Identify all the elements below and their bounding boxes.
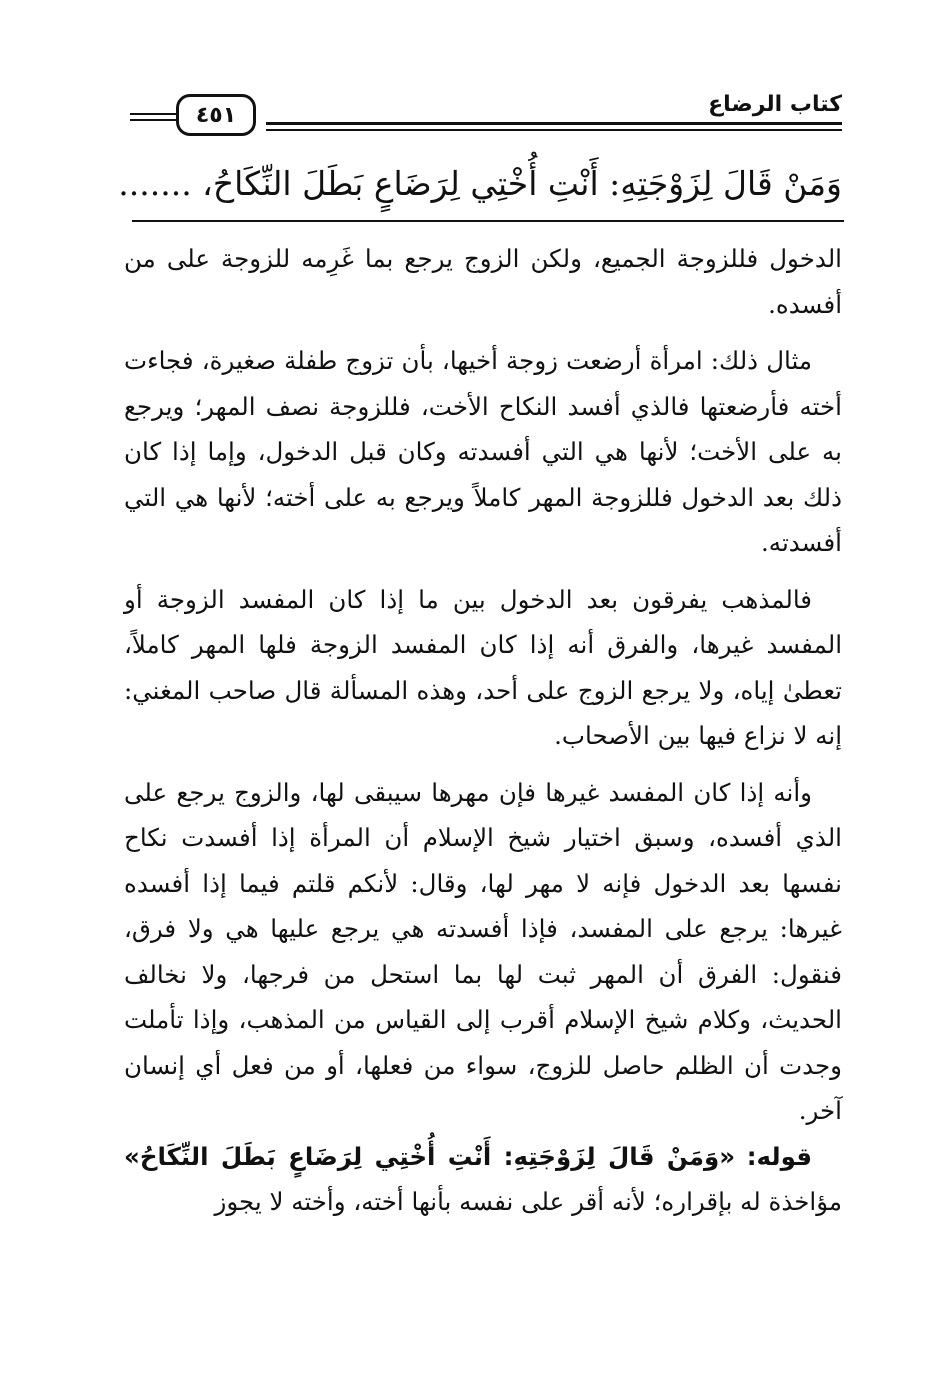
paragraph: الدخول فللزوجة الجميع، ولكن الزوج يرجع بما غَرِمه للزوجة على من أفسده. <box>124 244 842 319</box>
header-rule <box>130 113 176 115</box>
header-rule <box>266 122 842 125</box>
qawl-commentary: مؤاخذة له بإقراره؛ لأنه أقر على نفسه بأنها أخته، وأخته لا يجوز <box>214 1187 842 1216</box>
paragraph: وأنه إذا كان المفسد غيرها فإن مهرها سيبقى لها، والزوج يرجع على الذي أفسده، وسبق اختيار شيخ الإسلام أن المرأة إذا أفسدت نكاح نفسها بعد الدخول فإنه لا مهر لها، وقال: لأنكم قلتم فيما إذا أفسده غيرها: يرجع على المفسد، فإذا أفسدته هي يرجع عليها هي ولا فرق، فنقول: الفرق أن المهر ثبت لها بما استحل من فرجها، ولا نخالف الحديث، وكلام شيخ الإسلام أقرب إلى القياس من المذهب، وإذا تأملت وجدت أن الظلم حاصل للزوج، سواء من فعلها، أو من فعل أي إنسان آخر. <box>124 777 842 1125</box>
header-rule <box>130 119 176 121</box>
matn-line: وَمَنْ قَالَ لِزَوْجَتِهِ: أَنْتِ أُخْتِي لِرَضَاعٍ بَطَلَ النِّكَاحُ، ....... <box>118 164 842 203</box>
page-header <box>120 88 842 144</box>
qawl-label: قوله: <box>746 1141 812 1171</box>
header-rule <box>266 129 842 131</box>
book-title: كتاب الرضاع <box>708 92 842 117</box>
matn-divider <box>132 220 844 222</box>
commentary-body <box>124 236 842 1225</box>
paragraph: مثال ذلك: امرأة أرضعت زوجة أخيها، بأن تزوج طفلة صغيرة، فجاءت أخته فأرضعتها فالذي أفسد النكاح الأخت، فللزوجة نصف المهر؛ ويرجع به على الأخت؛ لأنها هي التي أفسدته وكان قبل الدخول، وإما إذا كان ذلك بعد الدخول فللزوجة المهر كاملاً ويرجع به على أخته؛ لأنها هي التي أفسدته. <box>124 346 842 557</box>
qawl-paragraph <box>124 1134 842 1225</box>
qawl-quote: «وَمَنْ قَالَ لِزَوْجَتِهِ: أَنْتِ أُخْتِي لِرَضَاعٍ بَطَلَ النِّكَاحُ» <box>124 1141 736 1171</box>
paragraph: فالمذهب يفرقون بعد الدخول بين ما إذا كان المفسد الزوجة أو المفسد غيرها، والفرق أنه إذا كان المفسد الزوجة فلها المهر كاملاً، تعطىٰ إياه، ولا يرجع الزوج على أحد، وهذه المسألة قال صاحب المغني: إنه لا نزاع فيها بين الأصحاب. <box>124 584 842 750</box>
page-number: ٤٥١ <box>176 94 256 136</box>
